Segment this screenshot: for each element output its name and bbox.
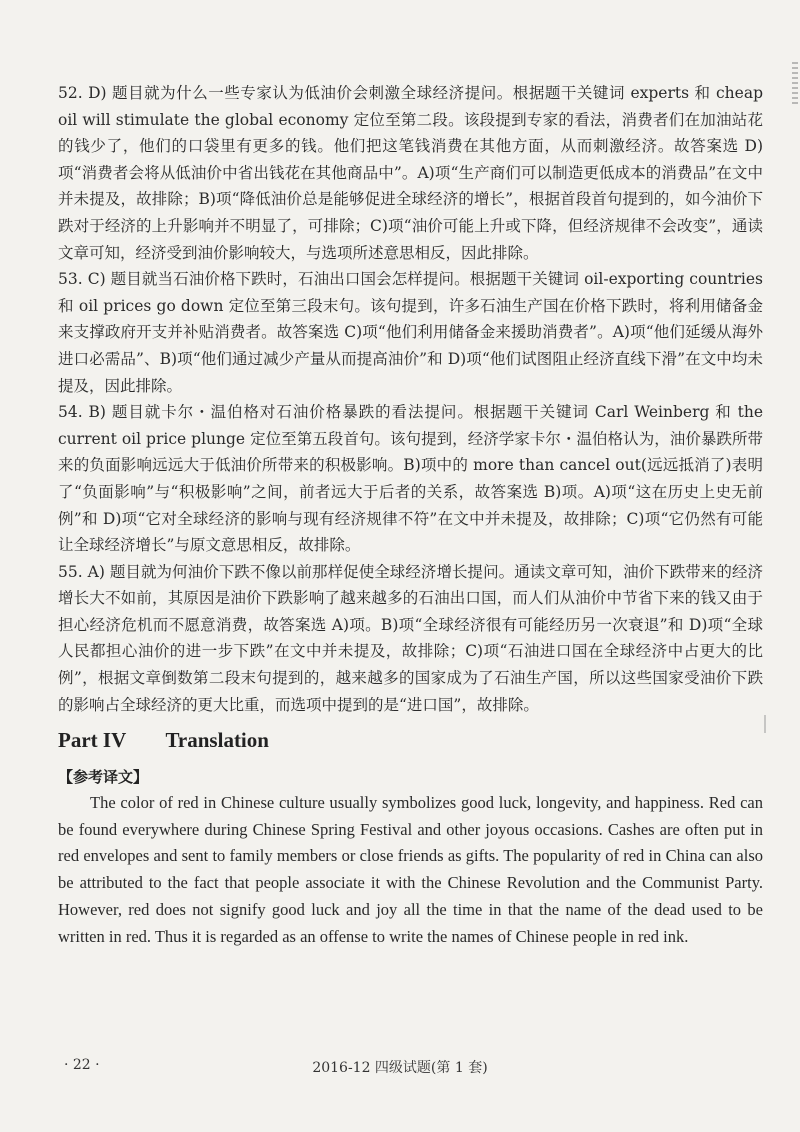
answer-number: 54. (58, 403, 83, 422)
binding-edge-mark (792, 62, 798, 106)
reference-translation-text: The color of red in Chinese culture usually symbolizes good luck, longevity, and happiness. Red can be found everywhere during Chinese Spring Festival and other joyous occasions. Cashes are often put in red envelopes and sent to family members or close friends as gifts. The popularity of red in China can also be attributed to the fact that people associate it with the Chinese Revolution and the Communist Party. However, red does not signify good luck and joy all the time in that the name of the dead used to be written in red. Thus it is regarded as an offense to write the names of Chinese people in red ink. (58, 793, 763, 946)
answer-explanations (58, 80, 763, 718)
section-part-label: Part IV (58, 728, 127, 752)
answer-text: D) 题目就为什么一些专家认为低油价会刺激全球经济提问。根据题干关键词 experts 和 cheap oil will stimulate the global economy 定位至第二段。该段提到专家的看法，消费者们在加油站花的钱少了，他们的口袋里有更多的钱。他们把这笔钱消费在其他方面，从而刺激经济。故答案选 D)项“消费者会将从低油价中省出钱花在其他商品中”。A)项“生产商们可以制造更低成本的消费品”在文中并未提及，故排除；B)项“降低油价总是能够促进全球经济的增长”，根据首段首句提到的，如今油价下跌对于经济的上升影响并不明显了，可排除；C)项“油价可能上升或下降，但经济规律不会改变”，通读文章可知，经济受到油价影响较大，与选项所述意思相反，因此排除。 (58, 84, 763, 262)
answer-text: C) 题目就当石油价格下跌时，石油出口国会怎样提问。根据题干关键词 oil-exporting countries 和 oil prices go down 定位至第三段末句。该句提到，许多石油生产国在价格下跌时，将利用储备金来支撑政府开支并补贴消费者。故答案选 C)项“他们利用储备金来援助消费者”。A)项“他们延缓从海外进口必需品”、B)项“他们通过减少产量从而提高油价”和 D)项“他们试图阻止经济直线下滑”在文中均未提及，因此排除。 (58, 270, 763, 395)
answer-text: B) 题目就卡尔・温伯格对石油价格暴跌的看法提问。根据题干关键词 Carl Weinberg 和 the current oil price plunge 定位至第五段首句。该句提到，经济学家卡尔・温伯格认为，油价暴跌所带来的负面影响远远大于低油价所带来的积极影响。B)项中的 more than cancel out(远远抵消了)表明了“负面影响”与“积极影响”之间，前者远大于后者的关系，故答案选 B)项。A)项“这在历史上史无前例”和 D)项“它对全球经济的影响与现有经济规律不符”在文中并未提及，故排除；C)项“它仍然有可能让全球经济增长”与原文意思相反，故排除。 (58, 403, 763, 555)
answer-item-54 (58, 399, 763, 559)
answer-number: 52. (58, 84, 83, 102)
answer-item-52 (58, 80, 763, 266)
answer-item-53 (58, 266, 763, 399)
footer-title: 2016-12 四级试题(第 1 套) (312, 1060, 488, 1076)
answer-text: A) 题目就为何油价下跌不像以前那样促使全球经济增长提问。通读文章可知，油价下跌带来的经济增长大不如前，其原因是油价下跌影响了越来越多的石油出口国，而人们从油价中节省下来的钱又由于担心经济危机而不愿意消费，故答案选 A)项。B)项“全球经济很有可能经历另一次衰退”和 D)项“全球人民都担心油价的进一步下跌”在文中并未提及，故排除；C)项“石油进口国在全球经济中占更大的比例”，根据文章倒数第二段末句提到的，越来越多的国家成为了石油生产国，所以这些国家受油价下跌的影响占全球经济的更大比重，而选项中提到的是“进口国”，故排除。 (58, 562, 763, 714)
section-title-label: Translation (165, 728, 269, 752)
reference-translation-heading: 【参考译文】 (58, 768, 149, 786)
page-number: · 22 · (64, 1057, 100, 1073)
section-heading (58, 728, 269, 753)
answer-number: 55. (58, 562, 83, 581)
answer-item-55 (58, 559, 763, 719)
margin-mark (764, 715, 766, 733)
answer-number: 53. (58, 270, 83, 289)
